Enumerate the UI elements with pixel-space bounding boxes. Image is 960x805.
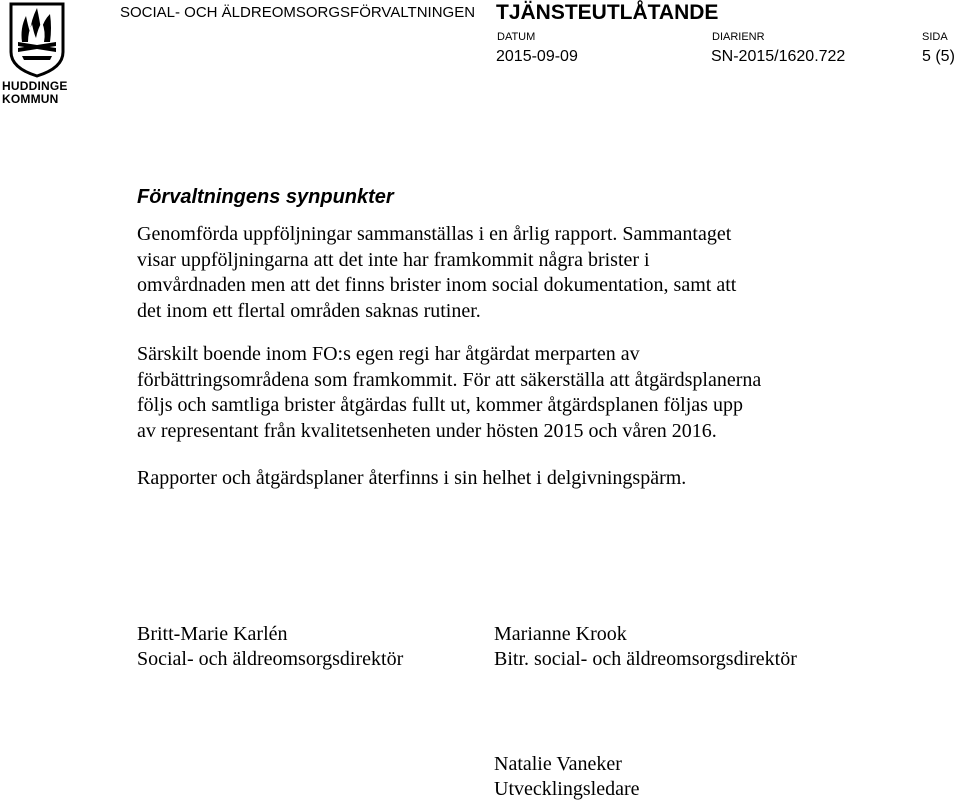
section-heading: Förvaltningens synpunkter: [137, 186, 394, 208]
department-name: SOCIAL- OCH ÄLDREOMSORGSFÖRVALTNINGEN: [120, 4, 476, 21]
paragraph-line: det inom ett flertal områden saknas rutiner.: [137, 299, 481, 322]
page-number: 5 (5): [922, 48, 955, 65]
municipality-logo: [0, 0, 70, 110]
paragraph: [137, 466, 837, 492]
signatory-title: Bitr. social- och äldreomsorgsdirektör: [494, 648, 797, 670]
paragraph-line: visar uppföljningarna att det inte har framkommit några brister i: [137, 248, 650, 271]
document-type: TJÄNSTEUTLÅTANDE: [496, 1, 719, 24]
logo-name-line1: HUDDINGE: [2, 79, 68, 93]
paragraph-line: följs och samtliga brister åtgärdas fullt ut, kommer åtgärdsplanen följas upp: [137, 394, 743, 416]
date-label: DATUM: [497, 31, 536, 43]
paragraph: [137, 342, 837, 444]
page-label: SIDA: [922, 31, 948, 43]
signature-block: [494, 622, 797, 672]
paragraph: [137, 222, 837, 324]
paragraph-line: Rapporter och åtgärdsplaner återfinns i sin helhet i delgivningspärm.: [137, 467, 687, 489]
reference-label: DIARIENR: [712, 31, 765, 43]
crest-icon: [8, 2, 66, 78]
signatory-name: Britt-Marie Karlén: [137, 623, 288, 645]
paragraph-line: av representant från kvalitetsenheten under hösten 2015 och våren 2016.: [137, 419, 717, 442]
signatory-name: Natalie Vaneker: [494, 753, 622, 775]
signatory-title: Social- och äldreomsorgsdirektör: [137, 648, 404, 670]
signature-block: [494, 752, 640, 802]
logo-name-line2: KOMMUN: [2, 92, 59, 106]
paragraph-line: Särskilt boende inom FO:s egen regi har åtgärdat merparten av: [137, 343, 640, 365]
date-value: 2015-09-09: [496, 48, 578, 65]
paragraph-line: Genomförda uppföljningar sammanställas i en årlig rapport. Sammantaget: [137, 223, 732, 245]
paragraph-line: förbättringsområdena som framkommit. För att säkerställa att åtgärdsplanerna: [137, 368, 762, 391]
paragraph-line: omvårdnaden men att det finns brister inom social dokumentation, samt att: [137, 274, 737, 296]
signatory-title: Utvecklingsledare: [494, 778, 640, 800]
reference-value: SN-2015/1620.722: [711, 48, 846, 65]
signatory-name: Marianne Krook: [494, 623, 627, 645]
signature-block: [137, 622, 403, 672]
